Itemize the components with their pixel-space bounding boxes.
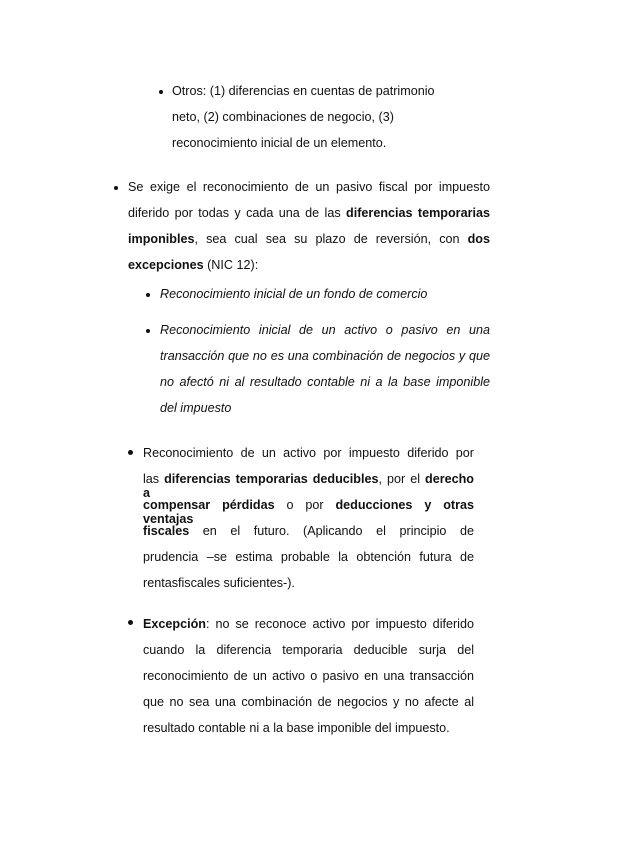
bold-span: diferencias temporarias deducibles bbox=[164, 472, 379, 486]
text-line bbox=[143, 498, 474, 526]
bullet-dot bbox=[128, 620, 133, 625]
bullet-dot bbox=[128, 450, 133, 455]
text-line: transacción que no es una combinación de negocios y que bbox=[160, 349, 490, 363]
text-span: en el futuro. (Aplicando el principio de bbox=[189, 524, 474, 538]
text-line bbox=[128, 258, 258, 272]
bold-span: derecho a bbox=[143, 472, 474, 500]
text-line: rentasfiscales suficientes-). bbox=[143, 576, 295, 590]
bullet-dot bbox=[146, 329, 150, 333]
text-line: Reconocimiento inicial de un fondo de comercio bbox=[160, 287, 428, 301]
bold-span: Excepción bbox=[143, 617, 206, 631]
text-line: cuando la diferencia temporaria deducible surja del bbox=[143, 643, 474, 657]
text-line: neto, (2) combinaciones de negocio, (3) bbox=[172, 110, 394, 124]
text-line: reconocimiento inicial de un elemento. bbox=[172, 136, 387, 150]
bold-span: imponibles bbox=[128, 232, 195, 246]
bullet-dot bbox=[146, 293, 150, 297]
text-line: Reconocimiento de un activo por impuesto diferido por bbox=[143, 446, 474, 460]
bullet-dot bbox=[114, 186, 118, 190]
text-line bbox=[128, 206, 490, 220]
text-line: reconocimiento de un activo o pasivo en una transacción bbox=[143, 669, 474, 683]
text-line: resultado contable ni a la base imponible del impuesto. bbox=[143, 721, 450, 735]
text-line: no afectó ni al resultado contable ni a la base imponible bbox=[160, 375, 490, 389]
text-line: Reconocimiento inicial de un activo o pasivo en una bbox=[160, 323, 490, 337]
text-line: Otros: (1) diferencias en cuentas de patrimonio bbox=[172, 84, 435, 98]
text-span: , sea cual sea su plazo de reversión, con bbox=[194, 232, 468, 246]
text-span: las bbox=[143, 472, 165, 486]
text-span: (NIC 12): bbox=[203, 258, 259, 272]
text-span: , por el bbox=[378, 472, 425, 486]
text-span: diferido por todas y cada una de las bbox=[128, 206, 347, 220]
text-line: del impuesto bbox=[160, 401, 232, 415]
text-span: : no se reconoce activo por impuesto diferido bbox=[206, 617, 474, 631]
bold-span: deducciones y otras ventajas bbox=[143, 498, 475, 526]
text-span: o por bbox=[274, 498, 336, 512]
text-line bbox=[143, 472, 474, 500]
text-line: prudencia –se estima probable la obtención futura de bbox=[143, 550, 474, 564]
text-line: que no sea una combinación de negocios y no afecte al bbox=[143, 695, 474, 709]
bold-span: compensar pérdidas bbox=[143, 498, 275, 512]
bold-span: dos bbox=[467, 232, 490, 246]
text-line: Se exige el reconocimiento de un pasivo fiscal por impuesto bbox=[128, 180, 490, 194]
text-line bbox=[143, 524, 474, 538]
text-line bbox=[143, 617, 474, 631]
text-line bbox=[128, 232, 490, 246]
bullet-dot bbox=[159, 90, 163, 94]
bold-span: diferencias temporarias bbox=[346, 206, 490, 220]
bold-span: excepciones bbox=[128, 258, 204, 272]
bold-span: fiscales bbox=[143, 524, 190, 538]
